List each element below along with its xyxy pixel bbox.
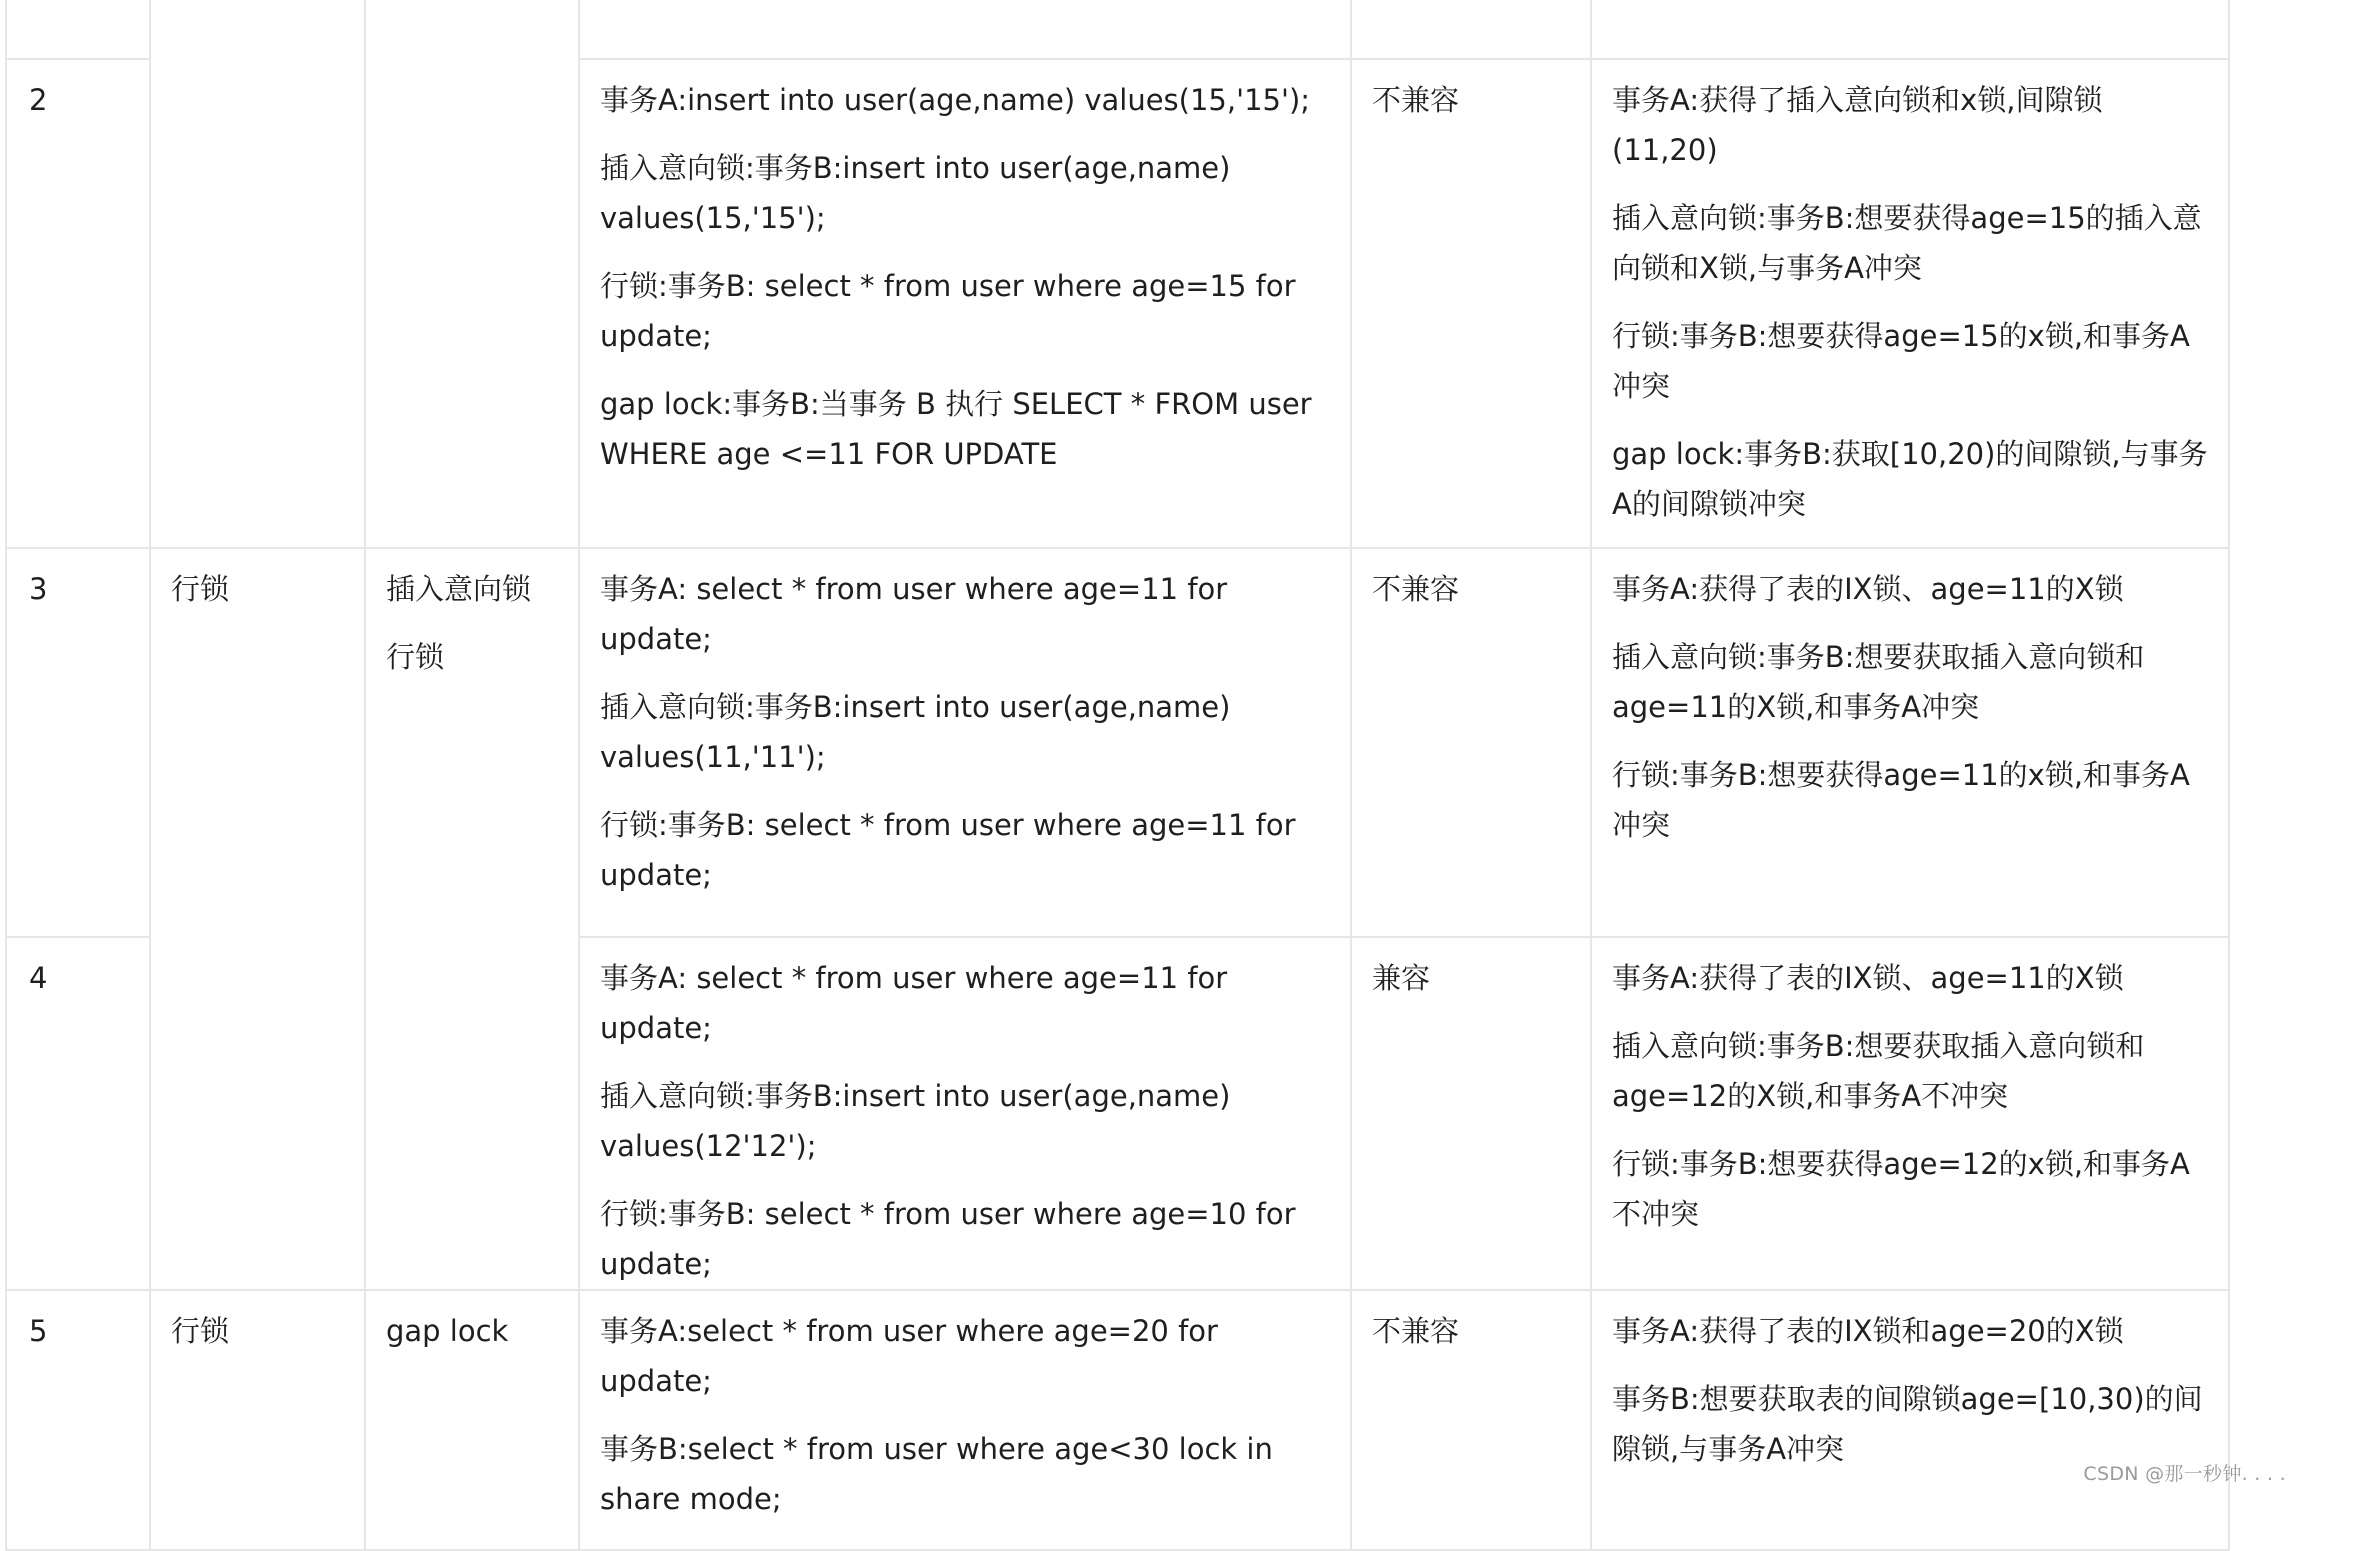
sql-line: 事务A: select * from user where age=11 for update;	[600, 572, 1228, 656]
explain-line: 事务A:获得了表的IX锁、age=11的X锁	[1612, 572, 2124, 606]
compat-cell	[1351, 1290, 1591, 1550]
csdn-watermark: CSDN @那一秒钟. . . .	[2083, 1463, 2286, 1485]
explain-line: 事务A:获得了表的IX锁和age=20的X锁	[1612, 1314, 2124, 1348]
compat-value: 不兼容	[1372, 1314, 1460, 1348]
explain-line: 插入意向锁:事务B:想要获得age=15的插入意向锁和X锁,与事务A冲突	[1612, 201, 2202, 285]
row-number: 3	[29, 572, 48, 606]
table-row	[6, 1290, 2229, 1550]
sql-line: 插入意向锁:事务B:insert into user(age,name) values(15,'15');	[600, 151, 1231, 235]
explain-line: gap lock:事务B:获取[10,20)的间隙锁,与事务A的间隙锁冲突	[1612, 437, 2208, 521]
table-cell	[579, 0, 1351, 59]
explain-line: 行锁:事务B:想要获得age=15的x锁,和事务A冲突	[1612, 319, 2190, 403]
compat-cell	[1351, 548, 1591, 937]
lock-type: 行锁	[171, 572, 230, 606]
sql-line: 行锁:事务B: select * from user where age=15 for update;	[600, 269, 1296, 353]
sql-line: 行锁:事务B: select * from user where age=11 for update;	[600, 808, 1296, 892]
explain-line: 事务A:获得了表的IX锁、age=11的X锁	[1612, 961, 2124, 995]
compat-value: 不兼容	[1372, 572, 1460, 606]
sql-line: 插入意向锁:事务B:insert into user(age,name) values(11,'11');	[600, 690, 1231, 774]
explain-cell	[1591, 548, 2229, 937]
sql-line: 行锁:事务B: select * from user where age=10 for update;	[600, 1197, 1296, 1281]
sql-line: 事务B:select * from user where age<30 lock in share mode;	[600, 1432, 1273, 1516]
lock-subtype-cell	[365, 548, 579, 1290]
lock-type-cell	[150, 548, 365, 1290]
lock-subtype: 插入意向锁	[386, 572, 532, 606]
sql-line: 插入意向锁:事务B:insert into user(age,name) values(12'12');	[600, 1079, 1231, 1163]
lock-subtype: gap lock	[386, 1314, 509, 1348]
sql-cell	[579, 548, 1351, 937]
explain-line: 插入意向锁:事务B:想要获取插入意向锁和age=12的X锁,和事务A不冲突	[1612, 1029, 2145, 1113]
row-number-cell	[6, 59, 150, 548]
row-number: 4	[29, 961, 48, 995]
sql-cell	[579, 937, 1351, 1290]
table-cell	[1351, 0, 1591, 59]
sql-line: 事务A: select * from user where age=11 for update;	[600, 961, 1228, 1045]
explain-cell	[1591, 59, 2229, 548]
row-number: 2	[29, 83, 48, 117]
row-number-cell	[6, 1290, 150, 1550]
table-cell	[150, 0, 365, 548]
sql-line: gap lock:事务B:当事务 B 执行 SELECT * FROM user WHERE age <=11 FOR UPDATE	[600, 387, 1312, 471]
sql-line: 事务A:insert into user(age,name) values(15,'15');	[600, 83, 1311, 117]
lock-type: 行锁	[171, 1314, 230, 1348]
table-cell	[365, 0, 579, 548]
table-cell	[6, 0, 150, 59]
lock-type-cell	[150, 1290, 365, 1550]
compat-cell	[1351, 937, 1591, 1290]
row-number-cell	[6, 937, 150, 1290]
sql-line: 事务A:select * from user where age=20 for update;	[600, 1314, 1218, 1398]
compat-value: 兼容	[1372, 961, 1431, 995]
explain-line: 行锁:事务B:想要获得age=12的x锁,和事务A不冲突	[1612, 1147, 2190, 1231]
row-number-cell	[6, 548, 150, 937]
explain-cell	[1591, 1290, 2229, 1550]
table-row	[6, 548, 2229, 937]
explain-line: 插入意向锁:事务B:想要获取插入意向锁和age=11的X锁,和事务A冲突	[1612, 640, 2145, 724]
explain-line: 行锁:事务B:想要获得age=11的x锁,和事务A冲突	[1612, 758, 2190, 842]
sql-cell	[579, 1290, 1351, 1550]
table-row-top-partial	[6, 0, 2229, 59]
explain-line: 事务A:获得了插入意向锁和x锁,间隙锁(11,20)	[1612, 83, 2103, 167]
lock-compatibility-table	[5, 0, 2230, 1551]
lock-subtype: 行锁	[386, 640, 445, 674]
lock-subtype-cell	[365, 1290, 579, 1550]
explain-line: 事务B:想要获取表的间隙锁age=[10,30)的间隙锁,与事务A冲突	[1612, 1382, 2203, 1466]
compat-value: 不兼容	[1372, 83, 1460, 117]
row-number: 5	[29, 1314, 48, 1348]
table-cell	[1591, 0, 2229, 59]
sql-cell	[579, 59, 1351, 548]
compat-cell	[1351, 59, 1591, 548]
explain-cell	[1591, 937, 2229, 1290]
